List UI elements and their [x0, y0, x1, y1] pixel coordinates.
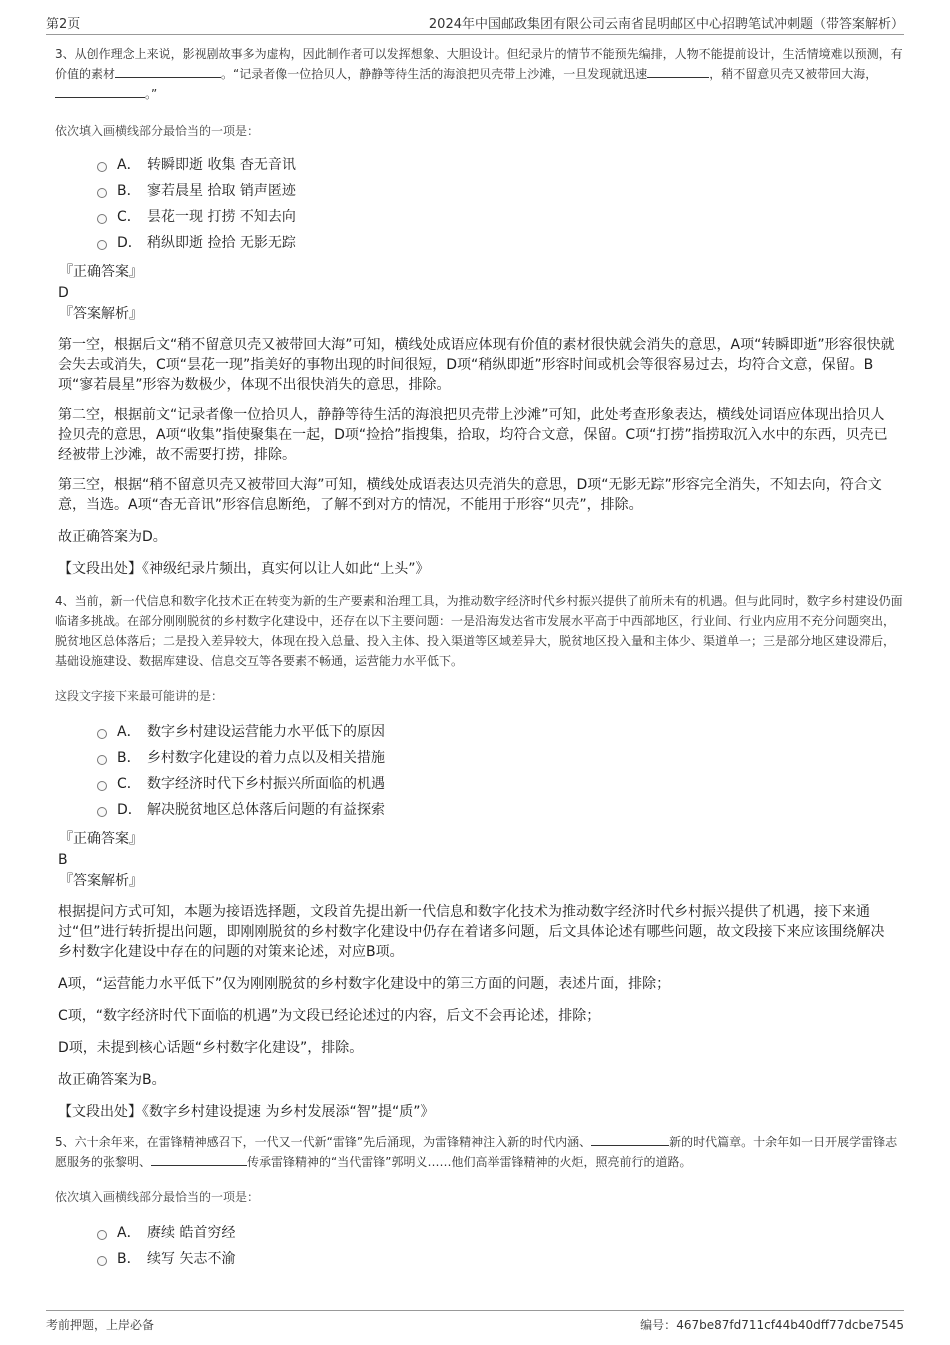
blank-2 [151, 1152, 247, 1166]
option-b[interactable]: B． 续写 矢志不渝 [97, 1245, 904, 1271]
option-c[interactable]: C． 昙花一现 打捞 不知去向 [97, 203, 904, 229]
question-5 [55, 1132, 904, 1271]
source-citation: 【文段出处】《数字乡村建设提速 为乡村发展添“智”提“质”》 [58, 1104, 435, 1120]
analysis-conclusion: 故正确答案为B。 [58, 1072, 166, 1088]
options-list [97, 718, 904, 822]
radio-icon[interactable] [97, 729, 107, 739]
blank-2 [647, 64, 709, 78]
answer-label: 『正确答案』 [59, 264, 143, 280]
question-4 [55, 591, 904, 1122]
analysis-paragraph: C项，“数字经济时代下面临的机遇”为文段已经论述过的内容，后文不会再论述，排除； [58, 1008, 601, 1024]
analysis-conclusion: 故正确答案为D。 [58, 529, 167, 545]
footer-slogan: 考前押题，上岸必备 [46, 1318, 155, 1332]
correct-answer: B [58, 852, 68, 868]
question-prompt: 依次填入画横线部分最恰当的一项是： [55, 124, 260, 138]
correct-answer: D [58, 285, 69, 301]
analysis-paragraph: 根据提问方式可知，本题为接语选择题，文段首先提出新一代信息和数字化技术为推动数字经济时代乡村振兴提供了机遇，接下来通过“但”进行转折提出问题，即刚刚脱贫的乡村数字化建设中仍存在着诸多问题，后文具体论述有哪些问题，故文段接下来应该围绕解决乡村数字化建设中存在的问题的对策来论述，对应B项。 [58, 904, 885, 960]
question-stem: 5、六十余年来，在雷锋精神感召下，一代又一代新“雷锋”先后涌现，为雷锋精神注入新的时代内涵、 新的时代篇章。十余年如一日开展学雷锋志愿服务的张黎明、 传承雷锋精神的“当代雷锋”郭明义……他们高举雷锋精神的火炬，照亮前行的道路。 [55, 1132, 904, 1172]
radio-icon[interactable] [97, 781, 107, 791]
option-a[interactable]: A． 数字乡村建设运营能力水平低下的原因 [97, 718, 904, 744]
analysis-paragraph: A项，“运营能力水平低下”仅为刚刚脱贫的乡村数字化建设中的第三方面的问题，表述片面，排除； [58, 976, 671, 992]
option-d[interactable]: D． 解决脱贫地区总体落后问题的有益探索 [97, 796, 904, 822]
answer-label: 『正确答案』 [59, 831, 143, 847]
option-a[interactable]: A． 赓续 皓首穷经 [97, 1219, 904, 1245]
analysis-label: 『答案解析』 [59, 306, 143, 322]
radio-icon[interactable] [97, 162, 107, 172]
analysis-paragraph: 第一空，根据后文“稍不留意贝壳又被带回大海”可知，横线处成语应体现有价值的素材很快就会消失的意思，A项“转瞬即逝”形容很快就会失去或消失，C项“昙花一现”指美好的事物出现的时间很短，D项“稍纵即逝”形容时间或机会等很容易过去，均符合文意，保留。B项“寥若晨星”形容为数极少，体现不出很快消失的意思，排除。 [58, 337, 895, 393]
analysis-paragraph: 第二空，根据前文“记录者像一位拾贝人，静静等待生活的海浪把贝壳带上沙滩”可知，此处考查形象表达，横线处词语应体现出拾贝人捡贝壳的意思，A项“收集”指使聚集在一起，D项“捡拾”指搜集，拾取，均符合文意，保留。C项“打捞”指捞取沉入水中的东西，贝壳已经被带上沙滩，故不需要打捞，排除。 [58, 407, 888, 463]
option-b[interactable]: B． 寥若晨星 拾取 销声匿迹 [97, 177, 904, 203]
question-prompt: 依次填入画横线部分最恰当的一项是： [55, 1190, 260, 1204]
options-list [97, 151, 904, 255]
analysis-paragraph: 第三空，根据“稍不留意贝壳又被带回大海”可知，横线处成语表达贝壳消失的意思，D项“无影无踪”形容完全消失，不知去向，符合文意，当选。A项“杳无音讯”形容信息断绝，了解不到对方的情况，不能用于形容“贝壳”，排除。 [58, 477, 882, 513]
blank-1 [591, 1132, 669, 1146]
page-number: 第2页 [46, 17, 81, 32]
options-list [97, 1219, 904, 1271]
question-stem: 4、当前，新一代信息和数字化技术正在转变为新的生产要素和治理工具，为推动数字经济时代乡村振兴提供了前所未有的机遇。但与此同时，数字乡村建设仍面临诸多挑战。在部分刚刚脱贫的乡村数字化建设中，还存在以下主要问题：一是沿海发达省市发展水平高于中西部地区，行业间、行业内应用不充分问题突出，脱贫地区总体落后；二是投入差异较大，体现在投入总量、投入主体、投入渠道等区域差异大，脱贫地区投入量和主体少、渠道单一；三是部分地区建设滞后，基础设施建设、数据库建设、信息交互等各要素不畅通，运营能力水平低下。 [55, 594, 903, 668]
option-a[interactable]: A． 转瞬即逝 收集 杳无音讯 [97, 151, 904, 177]
question-stem: 3、从创作理念上来说，影视剧故事多为虚构，因此制作者可以发挥想象、大胆设计。但纪录片的情节不能预先编排，人物不能提前设计，生活情境难以预测，有价值的素材 。“记录者像一位拾贝人，静静等待生活的海浪把贝壳带上沙滩，一旦发现就迅速 ，稍不留意贝壳又被带回大海，。” [55, 47, 903, 101]
radio-icon[interactable] [97, 1230, 107, 1240]
question-3 [55, 44, 904, 579]
blank-1 [115, 64, 221, 78]
source-citation: 【文段出处】《神级纪录片频出，真实何以让人如此“上头”》 [58, 561, 430, 577]
radio-icon[interactable] [97, 755, 107, 765]
analysis-paragraph: D项，未提到核心话题“乡村数字化建设”，排除。 [58, 1040, 364, 1056]
radio-icon[interactable] [97, 188, 107, 198]
radio-icon[interactable] [97, 214, 107, 224]
option-c[interactable]: C． 数字经济时代下乡村振兴所面临的机遇 [97, 770, 904, 796]
question-prompt: 这段文字接下来最可能讲的是： [55, 689, 224, 703]
document-title: 2024年中国邮政集团有限公司云南省昆明邮区中心招聘笔试冲刺题（带答案解析） [428, 17, 904, 32]
option-b[interactable]: B． 乡村数字化建设的着力点以及相关措施 [97, 744, 904, 770]
page-footer [46, 1310, 904, 1337]
option-d[interactable]: D． 稍纵即逝 捡拾 无影无踪 [97, 229, 904, 255]
blank-3 [55, 84, 145, 98]
document-code: 编号：467be87fd711cf44b40dff77dcbe7545 [640, 1318, 904, 1332]
radio-icon[interactable] [97, 807, 107, 817]
analysis-label: 『答案解析』 [59, 873, 143, 889]
page-header [46, 10, 904, 35]
radio-icon[interactable] [97, 1256, 107, 1266]
page-content [55, 44, 904, 1271]
radio-icon[interactable] [97, 240, 107, 250]
